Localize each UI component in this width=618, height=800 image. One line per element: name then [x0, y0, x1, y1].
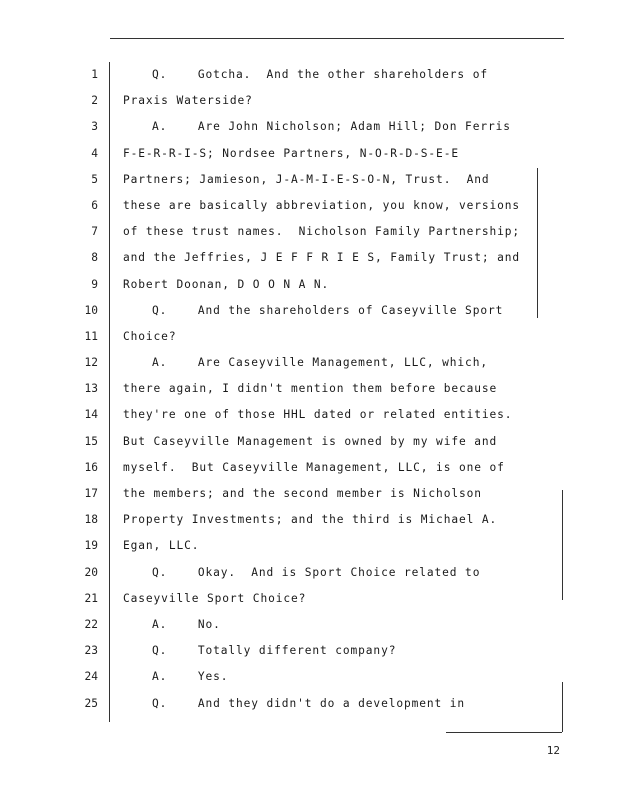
line-text: the members; and the second member is Nicholson	[123, 487, 482, 500]
line-number: 11	[84, 329, 98, 343]
line-number: 14	[84, 408, 98, 422]
transcript-line	[0, 62, 618, 88]
transcript-line	[0, 664, 618, 690]
transcript-line	[0, 376, 618, 402]
line-text: But Caseyville Management is owned by my wife and	[123, 434, 498, 448]
line-text: there again, I didn't mention them before because	[123, 382, 498, 396]
transcript-line	[0, 219, 618, 245]
line-text: myself. But Caseyville Management, LLC, is one of	[123, 460, 505, 474]
line-number: 5	[91, 172, 98, 186]
transcript-line	[0, 324, 618, 350]
line-number: 6	[91, 198, 98, 212]
transcript-line	[0, 114, 618, 140]
line-number: 22	[84, 617, 98, 631]
transcript-line	[0, 455, 618, 481]
transcript-line	[0, 586, 618, 612]
transcript-line	[0, 429, 618, 455]
transcript-line	[0, 167, 618, 193]
line-number: 2	[91, 94, 98, 108]
line-text: Choice?	[123, 329, 177, 343]
transcript-line	[0, 507, 618, 533]
line-text: F-E-R-R-I-S; Nordsee Partners, N-O-R-D-S-E-E	[123, 146, 459, 160]
line-text: A. Are John Nicholson; Adam Hill; Don Ferris	[152, 120, 511, 134]
line-text: Caseyville Sport Choice?	[123, 591, 307, 605]
transcript-line	[0, 533, 618, 559]
line-text: these are basically abbreviation, you know, versions	[123, 198, 521, 212]
line-number: 19	[84, 539, 98, 553]
line-number: 15	[84, 434, 98, 448]
transcript-line	[0, 691, 618, 717]
line-text: and the Jeffries, J E F F R I E S, Family Trust; and	[123, 251, 521, 265]
line-number: 10	[84, 303, 98, 317]
line-text: Q. Gotcha. And the other shareholders of	[152, 68, 488, 81]
transcript-line	[0, 402, 618, 428]
line-text: Q. And they didn't do a development in	[152, 696, 466, 710]
line-number: 25	[84, 696, 98, 710]
line-number: 23	[84, 644, 98, 658]
transcript-line	[0, 298, 618, 324]
top-rule	[110, 38, 564, 39]
line-number: 17	[84, 487, 98, 500]
transcript-line	[0, 350, 618, 376]
line-text: Q. Totally different company?	[152, 644, 397, 658]
transcript-lines	[0, 62, 618, 717]
line-text: Robert Doonan, D O O N A N.	[123, 277, 330, 291]
transcript-line	[0, 638, 618, 664]
line-text: Q. Okay. And is Sport Choice related to	[152, 565, 481, 579]
line-number: 4	[91, 146, 98, 160]
transcript-line	[0, 245, 618, 271]
line-number: 16	[84, 460, 98, 474]
line-number: 12	[84, 356, 98, 370]
line-text: Egan, LLC.	[123, 539, 200, 553]
line-text: they're one of those HHL dated or related entities.	[123, 408, 513, 422]
line-number: 9	[91, 277, 98, 291]
transcript-line	[0, 272, 618, 298]
line-number: 20	[84, 565, 98, 579]
transcript-line	[0, 88, 618, 114]
line-text: A. Are Caseyville Management, LLC, which,	[152, 356, 488, 370]
transcript-line	[0, 612, 618, 638]
line-number: 21	[84, 591, 98, 605]
transcript-line	[0, 193, 618, 219]
line-text: A. No.	[152, 617, 221, 631]
line-text: Property Investments; and the third is Michael A.	[123, 513, 498, 527]
line-number: 3	[91, 120, 98, 134]
transcript-line	[0, 481, 618, 507]
bottom-rule	[446, 732, 562, 733]
line-number: 7	[91, 225, 98, 239]
line-number: 18	[84, 513, 98, 527]
line-number: 13	[84, 382, 98, 396]
page-number: 12	[546, 744, 560, 757]
line-text: of these trust names. Nicholson Family Partnership;	[123, 225, 521, 239]
transcript-line	[0, 560, 618, 586]
line-number: 8	[91, 251, 98, 265]
line-text: Praxis Waterside?	[123, 94, 253, 108]
transcript-line	[0, 141, 618, 167]
line-number: 24	[84, 670, 98, 684]
line-text: Partners; Jamieson, J-A-M-I-E-S-O-N, Trust. And	[123, 172, 490, 186]
line-number: 1	[91, 68, 98, 81]
line-text: A. Yes.	[152, 670, 229, 684]
line-text: Q. And the shareholders of Caseyville Sport	[152, 303, 504, 317]
